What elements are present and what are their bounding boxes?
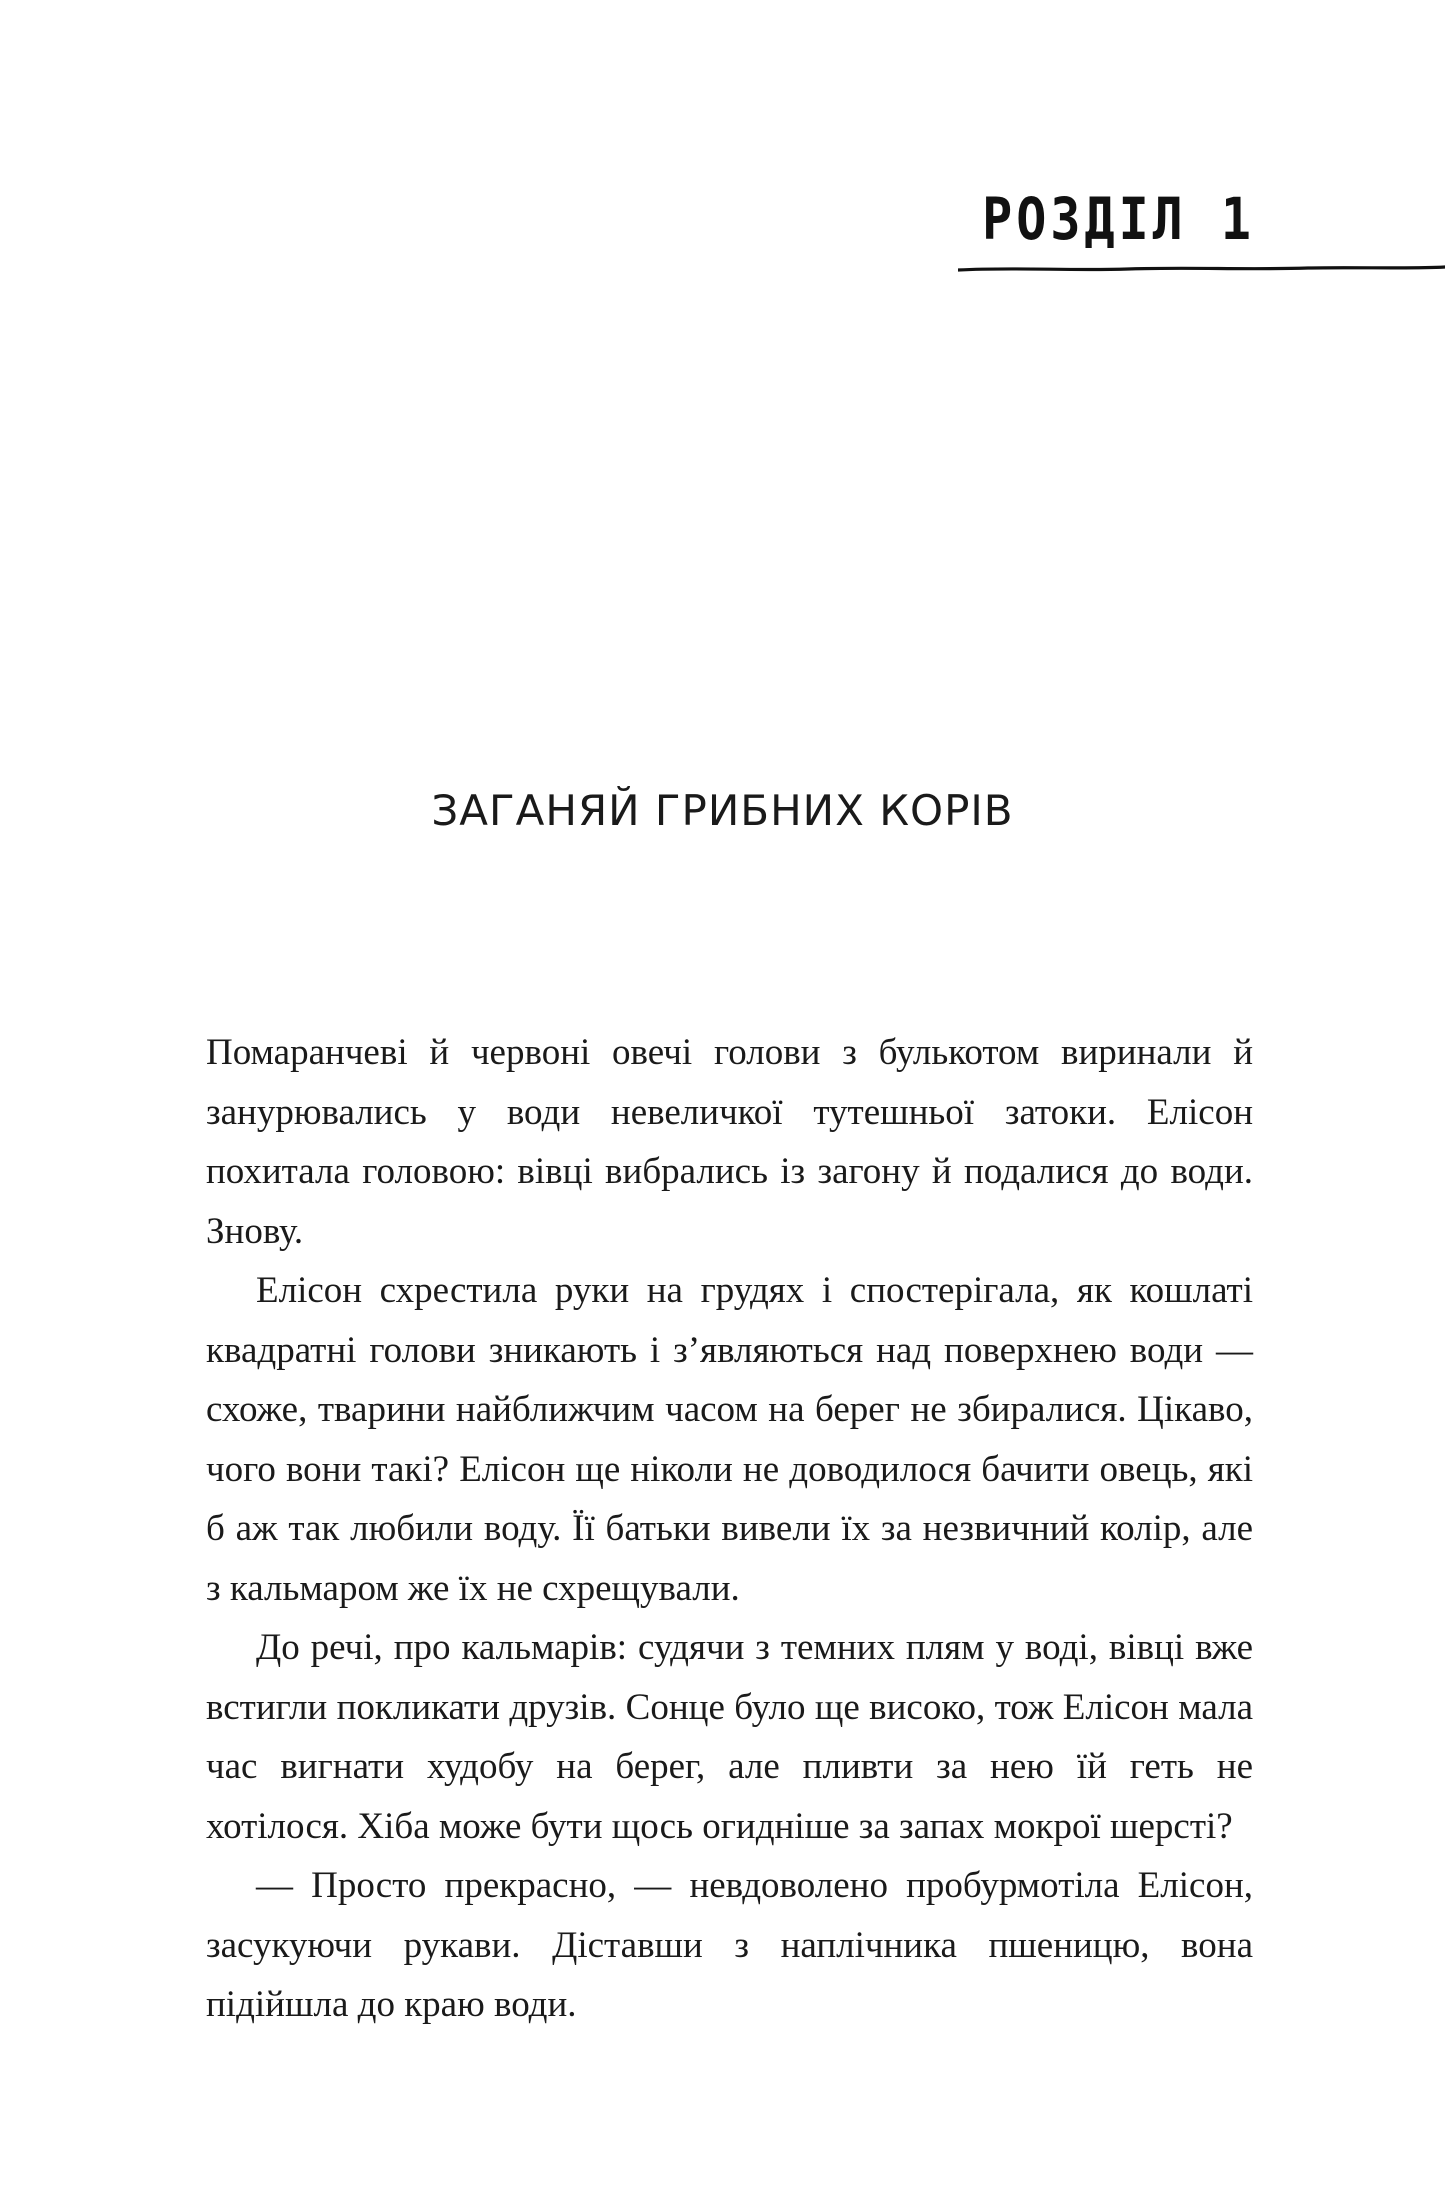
paragraph: Помаранчеві й червоні овечі голови з булькотом виринали й занурювались у води невеличкої тутешньої затоки. Елісон похитала головою: вівці вибрались із загону й подалися до води. Знову. — [206, 1032, 1253, 1252]
paragraph: — Просто прекрасно, — невдоволено пробурмотіла Елісон, засукуючи рукави. Діставши з наплічника пшеницю, вона підійшла до краю води. — [206, 1865, 1253, 2025]
chapter-underline — [958, 262, 1445, 282]
paragraph: Елісон схрестила руки на грудях і спостерігала, як кошлаті квадратні голови зникають і з’являються над поверхнею води — схоже, тварини найближчим часом на берег не збиралися. Цікаво, чого вони такі? Елісон ще ніколи не доводилося бачити овець, які б аж так любили воду. Її батьки вивели їх за незвичний колір, але з кальмаром же їх не схрещували. — [206, 1270, 1253, 1609]
paragraph: До речі, про кальмарів: судячи з темних плям у воді, вівці вже встигли покликати друзів. Сонце було ще високо, тож Елісон мала час вигнати худобу на берег, але пливти за нею їй геть не хотілося. Хіба може бути щось огидніше за запах мокрої шерсті? — [206, 1627, 1253, 1847]
chapter-title: ЗАГАНЯЙ ГРИБНИХ КОРІВ — [431, 786, 1014, 835]
body-text — [206, 1023, 1253, 2035]
chapter-label: РОЗДІЛ 1 — [982, 185, 1255, 253]
